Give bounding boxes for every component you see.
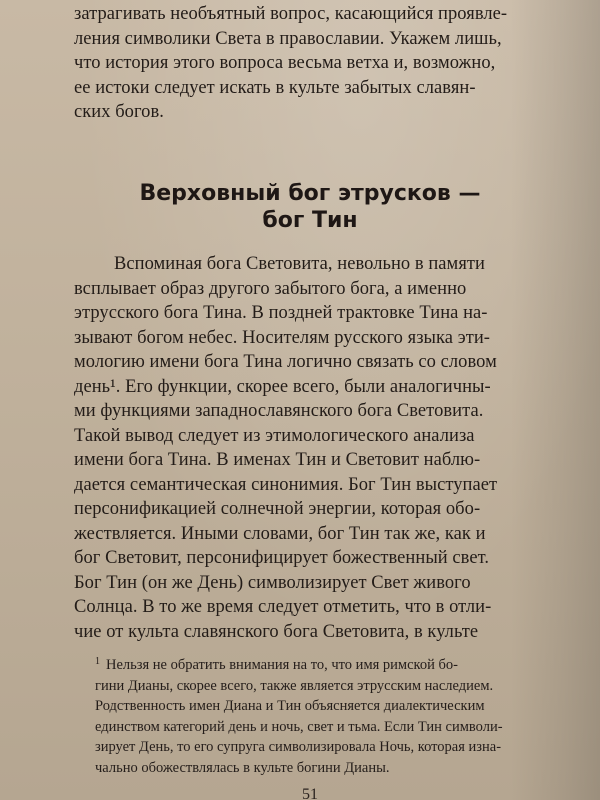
main-paragraph-line: Солнца. В то же время следует отметить, что в отли- xyxy=(74,597,492,617)
footnote-line-text: Нельзя не обратить внимания на то, что имя римской бо- xyxy=(106,657,458,673)
main-paragraph-line: имени бога Тина. В именах Тин и Световит наблю- xyxy=(74,450,481,470)
main-paragraph-line: всплывает образ другого забытого бога, а именно xyxy=(74,278,467,299)
main-paragraph-line: Вспоминая бога Световита, невольно в памяти xyxy=(114,254,485,274)
main-paragraph-line: Такой вывод следует из этимологического анализа xyxy=(74,425,475,446)
main-paragraph xyxy=(74,252,544,644)
top-paragraph-line: что история этого вопроса весьма ветха и, возможно, xyxy=(74,53,496,73)
main-paragraph-line: зывают богом небес. Носителям русского языка эти- xyxy=(74,327,491,348)
main-paragraph-line: день¹. Его функции, скорее всего, были аналогичны- xyxy=(74,376,491,397)
top-paragraph-line: ления символики Света в православии. Укажем лишь, xyxy=(74,28,502,49)
main-paragraph-line: персонификацией солнечной энергии, которая обо- xyxy=(74,499,481,519)
main-paragraph-line: жествляется. Иными словами, бог Тин так же, как и xyxy=(74,523,486,544)
footnote-line: чально обожествлялась в культе богини Дианы. xyxy=(95,759,390,776)
page-number: 51 xyxy=(302,786,318,800)
footnote-line xyxy=(95,652,555,676)
top-paragraph-line: ее истоки следует искать в культе забытых славян- xyxy=(74,77,476,98)
footnote-line: зирует День, то его супруга символизировала Ночь, которая изна- xyxy=(95,739,502,755)
main-paragraph-line: ми функциями западнославянского бога Световита. xyxy=(74,401,484,421)
section-heading-line: Верховный бог этрусков — xyxy=(139,181,481,206)
section-heading xyxy=(120,180,500,234)
footnote-line: единством категорий день и ночь, свет и тьма. Если Тин символи- xyxy=(95,718,503,735)
section-heading-line: бог Тин xyxy=(262,208,358,233)
main-paragraph-line: чие от культа славянского бога Световита, в культе xyxy=(74,621,479,642)
main-paragraph-line: этрусского бога Тина. В поздней трактовке Тина на- xyxy=(74,303,488,323)
main-paragraph-line: мологию имени бога Тина логично связать со словом xyxy=(74,352,497,372)
top-paragraph xyxy=(74,2,544,125)
footnote xyxy=(95,652,555,778)
footnote-line: Родственность имен Диана и Тин объясняется диалектическим xyxy=(95,698,485,714)
top-paragraph-line: затрагивать необъятный вопрос, касающийся проявле- xyxy=(74,4,508,24)
main-paragraph-line: дается семантическая синонимия. Бог Тин выступает xyxy=(74,474,498,495)
top-paragraph-line: ских богов. xyxy=(74,102,164,122)
main-paragraph-line: Бог Тин (он же День) символизирует Свет живого xyxy=(74,572,471,593)
footnote-marker: 1 xyxy=(95,656,100,667)
footnote-line: гини Дианы, скорее всего, также является этрусским наследием. xyxy=(95,677,494,694)
main-paragraph-line: бог Световит, персонифицирует божественный свет. xyxy=(74,548,490,568)
